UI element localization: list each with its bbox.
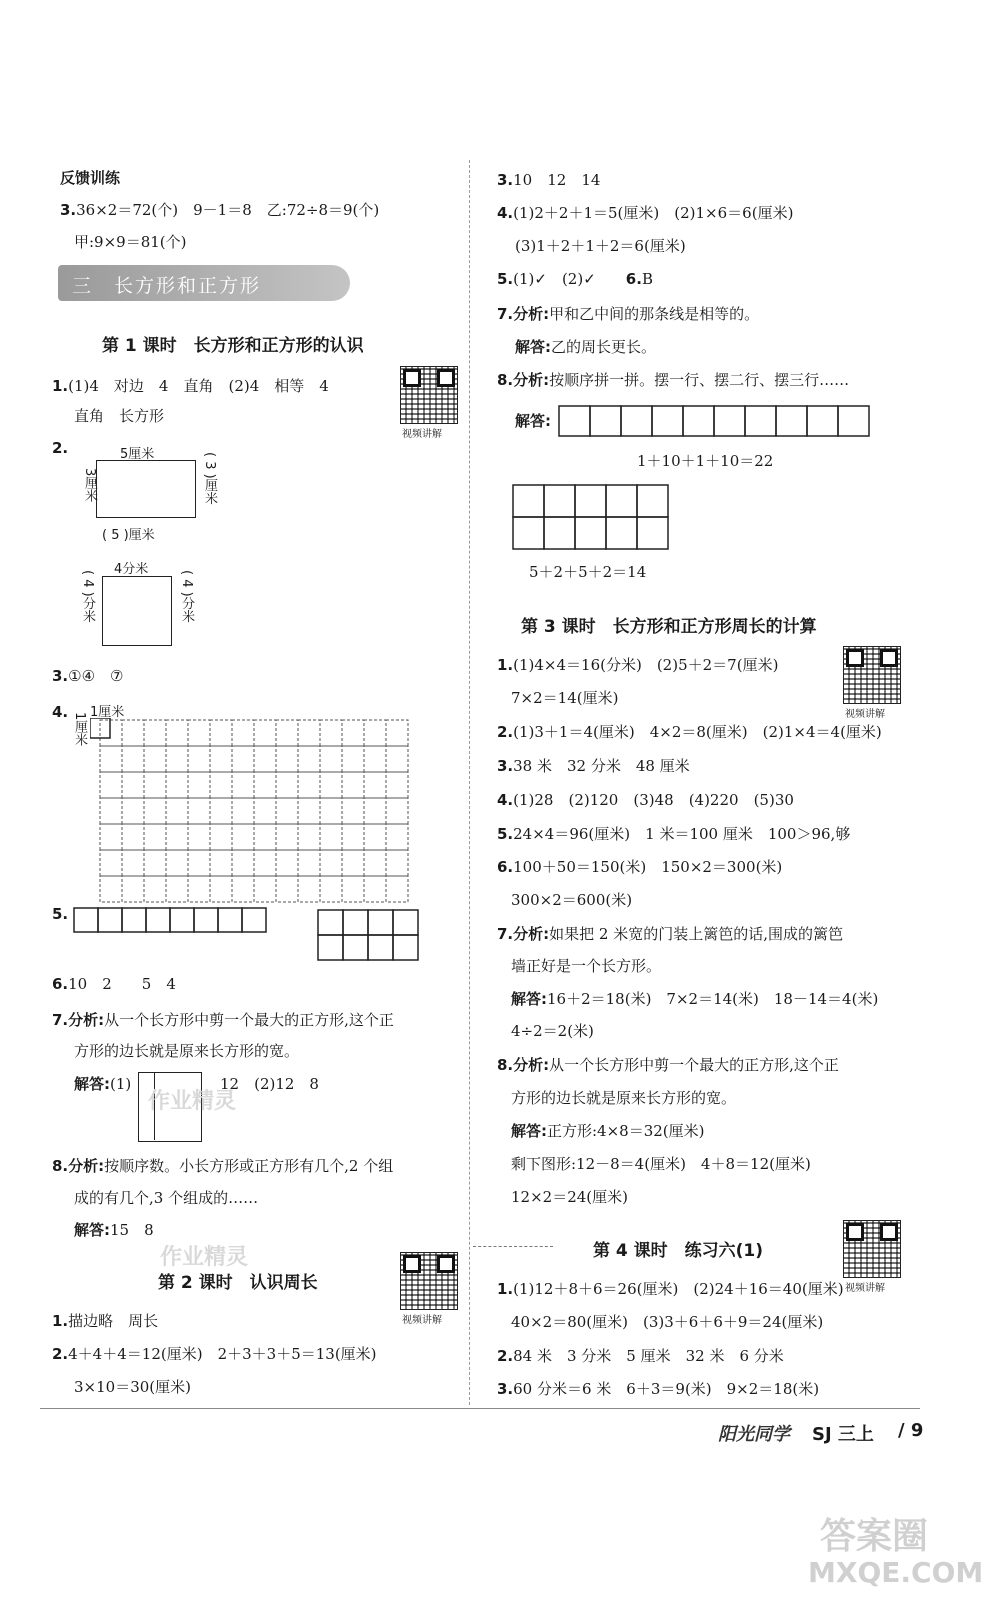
five-by-two-tiles (511, 483, 673, 551)
feedback-q3-cont: 甲:9×9＝81(个) (74, 233, 187, 251)
tile (144, 876, 166, 902)
l3-q1: 1.(1)4×4＝16(分米) (2)5＋2＝7(厘米) (497, 656, 779, 674)
tile (298, 798, 320, 824)
tile (320, 850, 342, 876)
lesson4-title: 第 4 课时 练习六(1) (593, 1241, 764, 1261)
tile (166, 798, 188, 824)
qr-label: 视频讲解 (402, 429, 442, 440)
qr-code-icon[interactable] (843, 1220, 901, 1278)
feedback-q3: 3.36×2＝72(个) 9－1＝8 乙:72÷8＝9(个) (60, 201, 380, 219)
tile (276, 876, 298, 902)
tile (838, 406, 869, 436)
l4-q3: 3.60 分米＝6 米 6＋3＝9(米) 9×2＝18(米) (497, 1380, 820, 1398)
r-q8: 8.分析:按顺序拼一拼。摆一行、摆二行、摆三行…… (497, 371, 850, 389)
tile (210, 746, 232, 772)
tile (144, 824, 166, 850)
l1-q2: 2. (52, 439, 69, 457)
tile (122, 850, 144, 876)
square-figure (102, 576, 172, 646)
rect-bottom-label: ( 5 )厘米 (102, 528, 155, 543)
qr-code-icon[interactable] (400, 366, 458, 424)
tile (386, 720, 408, 746)
qr-code-icon[interactable] (843, 646, 901, 704)
r-q4: 4.(1)2＋2＋1＝5(厘米) (2)1×6＝6(厘米) (497, 204, 794, 222)
tile (318, 935, 343, 960)
tile (298, 850, 320, 876)
tile (188, 746, 210, 772)
tile (100, 720, 122, 746)
tile (298, 746, 320, 772)
l1-q1: 1.(1)4 对边 4 直角 (2)4 相等 4 (52, 377, 329, 395)
l3-q7-cont: 墙正好是一个长方形。 (511, 957, 662, 975)
one-row-tiles (72, 906, 272, 934)
section-rule (473, 1246, 553, 1247)
tile (343, 935, 368, 960)
tile (298, 720, 320, 746)
page-number: / 9 (898, 1420, 924, 1441)
tile (364, 746, 386, 772)
tile (100, 876, 122, 902)
tile (232, 850, 254, 876)
edition-tag: SJ 三上 (812, 1424, 874, 1445)
tile (210, 824, 232, 850)
tile (513, 517, 544, 549)
tile (318, 910, 343, 935)
r-q5-q6: 5.(1)✓ (2)✓ 6.B (497, 270, 653, 288)
tile (254, 746, 276, 772)
tile (188, 824, 210, 850)
tile (210, 876, 232, 902)
tile (100, 772, 122, 798)
tile (368, 910, 393, 935)
tile (188, 720, 210, 746)
l1-q6: 6.10 2 5 4 (52, 975, 176, 993)
l2-q1: 1.描边略 周长 (52, 1312, 159, 1330)
column-divider (469, 160, 470, 1405)
ten-tile-row (557, 404, 873, 438)
tile (298, 876, 320, 902)
lesson2-title: 第 2 课时 认识周长 (158, 1273, 318, 1293)
tile (194, 908, 218, 932)
tile (368, 935, 393, 960)
tile (575, 485, 606, 517)
tile (122, 798, 144, 824)
tile (210, 720, 232, 746)
tile (166, 772, 188, 798)
two-row-tiles (316, 908, 422, 962)
tile (342, 850, 364, 876)
tile (144, 798, 166, 824)
tile (166, 746, 188, 772)
l3-q6-cont: 300×2＝600(米) (511, 891, 633, 909)
tile (276, 720, 298, 746)
feedback-title: 反馈训练 (60, 169, 121, 187)
tile (320, 798, 342, 824)
tile (232, 746, 254, 772)
tile (122, 746, 144, 772)
tile (122, 772, 144, 798)
l4-q2: 2.84 米 3 分米 5 厘米 32 米 6 分米 (497, 1347, 784, 1365)
tile (144, 746, 166, 772)
tile (559, 406, 590, 436)
tile (513, 485, 544, 517)
tile (276, 850, 298, 876)
tile (386, 850, 408, 876)
tile (254, 850, 276, 876)
l1-q7-answer: 解答:(1) (74, 1075, 132, 1093)
tile (254, 772, 276, 798)
tile (210, 850, 232, 876)
r-q7: 7.分析:甲和乙中间的那条线是相等的。 (497, 305, 760, 323)
tile (393, 910, 418, 935)
tile (232, 798, 254, 824)
tile (606, 485, 637, 517)
tile (188, 798, 210, 824)
watermark-logo: 答案圈 (820, 1516, 929, 1557)
unit-title: 三 长方形和正方形 (72, 275, 262, 297)
tile (144, 772, 166, 798)
rectangle-figure (96, 460, 196, 518)
tile (98, 908, 122, 932)
tile (276, 746, 298, 772)
tile (232, 824, 254, 850)
tile (637, 517, 668, 549)
tile (188, 772, 210, 798)
tile (776, 406, 807, 436)
tile (166, 824, 188, 850)
r-q8-eq1: 1＋10＋1＋10＝22 (637, 452, 774, 470)
tile (146, 908, 170, 932)
tile (364, 824, 386, 850)
lesson1-title: 第 1 课时 长方形和正方形的认识 (102, 336, 364, 356)
tile (364, 798, 386, 824)
tile (320, 720, 342, 746)
l1-q7-answer-values: 12 (2)12 8 (220, 1075, 319, 1093)
tile (298, 824, 320, 850)
l3-q7: 7.分析:如果把 2 米宽的门装上篱笆的话,围成的篱笆 (497, 925, 843, 943)
tile (188, 850, 210, 876)
l1-q8-cont: 成的有几个,3 个组成的…… (74, 1189, 259, 1207)
tile (386, 746, 408, 772)
tile (364, 850, 386, 876)
tile (232, 720, 254, 746)
tile (393, 935, 418, 960)
tile (637, 485, 668, 517)
tile (320, 824, 342, 850)
l3-q8: 8.分析:从一个长方形中剪一个最大的正方形,这个正 (497, 1056, 839, 1074)
watermark-stamp: 作业精灵 (160, 1245, 249, 1270)
tile (254, 876, 276, 902)
l3-q4: 4.(1)28 (2)120 (3)48 (4)220 (5)30 (497, 791, 794, 809)
tile (218, 908, 242, 932)
tile (386, 798, 408, 824)
dotted-grid (90, 718, 450, 906)
tile (590, 406, 621, 436)
tile (100, 746, 122, 772)
rect-top-label: 5厘米 (120, 447, 155, 462)
qr-code-icon[interactable] (400, 1252, 458, 1310)
tile (242, 908, 266, 932)
tile (74, 908, 98, 932)
tile (320, 876, 342, 902)
l1-q7: 7.分析:从一个长方形中剪一个最大的正方形,这个正 (52, 1011, 394, 1029)
l2-q2: 2.4＋4＋4＝12(厘米) 2＋3＋3＋5＝13(厘米) (52, 1345, 377, 1363)
tile (544, 485, 575, 517)
tile (683, 406, 714, 436)
watermark-stamp: 作业精灵 (148, 1089, 237, 1114)
grid-left-label: 1厘米 (72, 712, 87, 747)
tile (232, 876, 254, 902)
tile (122, 824, 144, 850)
square-right-label: ( 4 )分米 (179, 570, 194, 623)
tile (343, 910, 368, 935)
tile (544, 517, 575, 549)
tile (807, 406, 838, 436)
l1-q5: 5. (52, 905, 69, 923)
tile (342, 720, 364, 746)
tile (210, 772, 232, 798)
lesson3-title: 第 3 课时 长方形和正方形周长的计算 (521, 617, 817, 637)
tile (320, 772, 342, 798)
watermark-url: MXQE.COM (808, 1556, 984, 1589)
tile (144, 720, 166, 746)
tile (100, 850, 122, 876)
tile (342, 824, 364, 850)
bottom-rule (40, 1408, 920, 1409)
l3-q3: 3.38 米 32 分米 48 厘米 (497, 757, 690, 775)
tile (166, 850, 188, 876)
tile (100, 824, 122, 850)
tile (122, 876, 144, 902)
tile (364, 876, 386, 902)
r-q3: 3.10 12 14 (497, 171, 601, 189)
tile (652, 406, 683, 436)
tile (166, 720, 188, 746)
tile (276, 824, 298, 850)
tile (342, 772, 364, 798)
tile (254, 824, 276, 850)
qr-label: 视频讲解 (845, 1283, 885, 1294)
tile (170, 908, 194, 932)
rect-left-label: 3厘米 (82, 468, 97, 503)
rect-right-label: ( 3 )厘米 (202, 452, 217, 505)
tile (386, 772, 408, 798)
grid-top-label: 1厘米 (90, 705, 125, 720)
l4-q1-cont: 40×2＝80(厘米) (3)3＋6＋6＋9＝24(厘米) (511, 1313, 824, 1331)
l3-q2: 2.(1)3＋1＝4(厘米) 4×2＝8(厘米) (2)1×4＝4(厘米) (497, 723, 882, 741)
r-q7-answer: 解答:乙的周长更长。 (515, 338, 657, 356)
l1-q8: 8.分析:按顺序数。小长方形或正方形有几个,2 个组 (52, 1157, 394, 1175)
l3-q8-answer: 解答:正方形:4×8＝32(厘米) (511, 1122, 705, 1140)
tile (276, 798, 298, 824)
l3-q6: 6.100＋50＝150(米) 150×2＝300(米) (497, 858, 783, 876)
tile (714, 406, 745, 436)
r-q4-cont: (3)1＋2＋1＋2＝6(厘米) (515, 237, 686, 255)
square-left-label: ( 4 )分米 (80, 570, 95, 623)
tile (298, 772, 320, 798)
tile (386, 824, 408, 850)
brand-logo: 阳光同学 (718, 1424, 790, 1445)
tile (342, 876, 364, 902)
tile (606, 517, 637, 549)
l4-q1: 1.(1)12＋8＋6＝26(厘米) (2)24＋16＝40(厘米) (497, 1280, 844, 1298)
unit-title-bar (58, 265, 350, 301)
tile (342, 746, 364, 772)
tile (745, 406, 776, 436)
l3-q8-answer-cont: 剩下图形:12－8＝4(厘米) 4＋8＝12(厘米) (511, 1155, 811, 1173)
l3-q5: 5.24×4＝96(厘米) 1 米＝100 厘米 100＞96,够 (497, 825, 851, 843)
tile (122, 908, 146, 932)
l3-q1-cont: 7×2＝14(厘米) (511, 689, 619, 707)
tile (575, 517, 606, 549)
tile (320, 746, 342, 772)
l3-q7-answer: 解答:16＋2＝18(米) 7×2＝14(米) 18－14＝4(米) (511, 990, 879, 1008)
l2-q2-cont: 3×10＝30(厘米) (74, 1378, 191, 1396)
tile (144, 850, 166, 876)
tile (188, 876, 210, 902)
r-q8-answer-label: 解答: (515, 412, 551, 430)
l3-q7-answer-cont: 4÷2＝2(米) (511, 1022, 594, 1040)
tile (232, 772, 254, 798)
square-top-label: 4分米 (114, 562, 149, 577)
tile (364, 772, 386, 798)
tile (254, 798, 276, 824)
tile (210, 798, 232, 824)
tile (276, 772, 298, 798)
qr-label: 视频讲解 (845, 709, 885, 720)
l1-q3: 3.①④ ⑦ (52, 667, 124, 685)
l3-q8-answer-cont2: 12×2＝24(厘米) (511, 1188, 628, 1206)
l1-q1-cont: 直角 长方形 (74, 407, 165, 425)
tile (364, 720, 386, 746)
l1-q8-answer: 解答:15 8 (74, 1221, 154, 1239)
tile (166, 876, 188, 902)
tile (100, 798, 122, 824)
tile (122, 720, 144, 746)
l1-q7-cont: 方形的边长就是原来长方形的宽。 (74, 1042, 300, 1060)
l1-q4: 4. (52, 703, 69, 721)
tile (254, 720, 276, 746)
tile (621, 406, 652, 436)
qr-label: 视频讲解 (402, 1315, 442, 1326)
tile (386, 876, 408, 902)
l3-q8-cont: 方形的边长就是原来长方形的宽。 (511, 1089, 737, 1107)
tile (342, 798, 364, 824)
r-q8-eq2: 5＋2＋5＋2＝14 (529, 563, 647, 581)
